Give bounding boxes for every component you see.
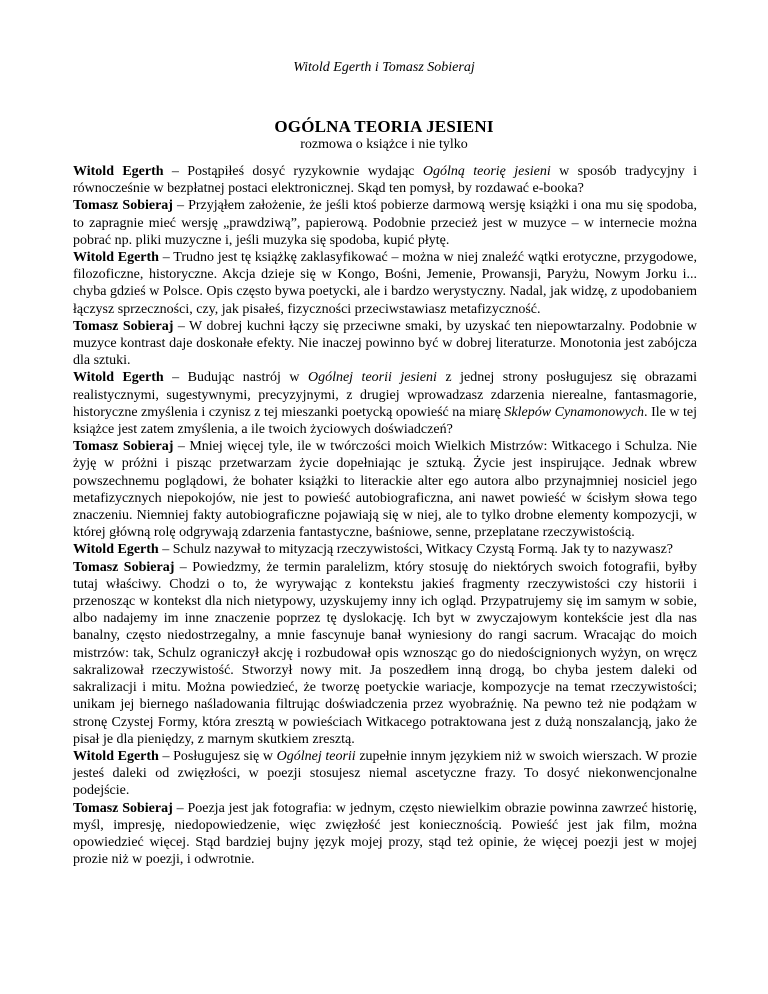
authors-line: Witold Egerth i Tomasz Sobieraj: [293, 60, 475, 75]
interview-paragraph: [73, 541, 697, 558]
speaker-name: Tomasz Sobieraj: [73, 318, 174, 334]
paragraph-text: . Ile w tej książce jest zatem zmyślenia, a ile twoich życiowych doświadczeń?: [73, 404, 697, 438]
interview-paragraph: [73, 163, 697, 197]
paragraph-text: – Przyjąłem założenie, że jeśli ktoś pobierze darmową wersję książki i ona mu się spodoba, to zapragnie mieć wersję „prawdziwą”, papierową. Podobnie przecież jest w muzyce – w internecie można pobrać np. pliki muzyczne i, jeśli muzyka się spodoba, kupić płytę.: [73, 198, 698, 248]
paragraph-text: zupełnie innym językiem niż w swoich wierszach. W prozie jesteś daleki od zwięzłości, w poezji stosujesz niemal ascetyczne frazy. To dosyć niekonwencjonalne podejście.: [73, 748, 697, 799]
paragraph-text: z jednej strony posługujesz się obrazami realistycznymi, sugestywnymi, precyzyjnymi, z drugiej wprowadzasz zdarzenia nierealne, fantasmagorie, historyczne zmyślenia i czynisz z tej mieszanki poetycką opowieść na miarę: [73, 370, 697, 420]
paragraph-text: – Budując nastrój w: [163, 370, 308, 386]
interview-paragraph: [73, 748, 697, 800]
interview-body: [73, 163, 697, 868]
paragraph-text: – Postąpiłeś dosyć ryzykownie wydając: [163, 164, 423, 179]
paragraph-text: w sposób tradycyjny i równocześnie w bezpłatnej postaci elektronicznej. Skąd ten pomysł, by rozdawać e-booka?: [73, 164, 697, 197]
paragraph-text: – Schulz nazywał to mityzacją rzeczywistości, Witkacy Czystą Formą. Jak ty to nazywasz?: [158, 542, 673, 558]
speaker-name: Witold Egerth: [73, 250, 159, 266]
interview-paragraph: [73, 197, 697, 249]
paragraph-text: – Mniej więcej tyle, ile w twórczości moich Wielkich Mistrzów: Witkacego i Schulza. Nie żyję w próżni i pisząc przetwarzam życie dopełniając je sztuką. Życie jest inspirujące. Jednak wbrew powszechnemu poglądowi, że bohater książki to literackie alter ego autora albo przynajmniej nosiciel jego metafizycznych niepokojów, nie jest to powieść autobiograficzna, ani nawet powieść w ścisłym słowa tego znaczeniu. Niemniej fakty autobiograficzne pojawiają się w niej, ale to tylko drobne elementy kompozycji, w której główną rolę odgrywają zdarzenia fantastyczne, baśniowe, senne, przeplatane rzeczywistością.: [73, 439, 697, 541]
speaker-name: Witold Egerth: [73, 370, 164, 386]
speaker-name: Witold Egerth: [73, 542, 159, 558]
book-title-italic: Ogólnej teorii jesieni: [307, 370, 437, 386]
paragraph-text: – Trudno jest tę książkę zaklasyfikować – można w niej znaleźć wątki erotyczne, przygodowe, filozoficzne, historyczne. Akcja dzieje się w Kongo, Bośni, Jemenie, Prowansji, Paryżu, Nowym Jorku i... chyba gdzieś w Polsce. Opis często bywa poetycki, ale i bardzo werystyczny. Nadal, jak widzę, z upodobaniem łączysz sprzeczności, czy, jak pisałeś, fizyczności przeciwstawiasz metafizyczność.: [73, 250, 697, 317]
book-title-italic: Ogólną teorię jesieni: [422, 164, 551, 179]
interview-paragraph: [73, 438, 697, 541]
speaker-name: Witold Egerth: [73, 164, 164, 179]
paragraph-text: – Poezja jest jak fotografia: w jednym, często niewielkim obrazie powinna zawrzeć historię, myśl, impresję, niedopowiedzenie, więc zwięzłość jest koniecznością. Powieść jest jak film, można opowiedzieć więcej. Stąd bardziej bujny język mojej prozy, stąd też opinie, że więcej poezji jest w mojej prozie niż w poezji, i odwrotnie.: [73, 800, 697, 868]
interview-paragraph: [73, 369, 697, 438]
speaker-name: Tomasz Sobieraj: [73, 198, 173, 214]
book-title-italic: Ogólnej teorii: [276, 748, 356, 764]
interview-paragraph: [73, 318, 697, 370]
document-subtitle: rozmowa o książce i nie tylko: [300, 137, 468, 152]
book-title-italic: Sklepów Cynamonowych: [504, 404, 645, 420]
speaker-name: Tomasz Sobieraj: [73, 439, 174, 455]
speaker-name: Tomasz Sobieraj: [73, 800, 173, 816]
speaker-name: Witold Egerth: [73, 748, 159, 764]
interview-paragraph: [73, 559, 697, 748]
paragraph-text: – W dobrej kuchni łączy się przeciwne smaki, by uzyskać ten niepowtarzalny. Podobnie w muzyce kontrast daje doskonałe efekty. Nie inaczej powinno być w dobrej literaturze. Monotonia jest zabójcza dla sztuki.: [73, 318, 697, 369]
paragraph-text: – Powiedzmy, że termin paralelizm, który stosuję do niektórych swoich fotografii, byłby tutaj właściwy. Chodzi o to, że wyrywając z kontekstu jakieś fragmenty rzeczywistości czy historii i przenosząc w kontekst dla nich nietypowy, uzyskujemy inny ich ogląd. Przypatrujemy się im samym w sobie, albo nadajemy im inne znaczenie poprzez tę dyslokację. Ich byt w zwyczajowym kontekście jest dla nas banalny, często niedostrzegalny, a mnie fascynuje banał wyniesiony do rangi sacrum. Wracając do moich mistrzów: tak, Schulz ograniczył akcję i rozbudował opis wznosząc go do niedoścignionych wyżyn, on wręcz sakralizował rzeczywistość. Stworzył nowy mit. Ja poszedłem inną drogą, bo chyba jestem daleki od sakralizacji i mitu. Można powiedzieć, że tworzę poetyckie wariacje, kompozycje na temat rzeczywistości; unikam jej biernego naśladowania filtrując doświadczenia przez wyobraźnię. Na pewno też nie podążam w stronę Czystej Formy, która zresztą w powieściach Witkacego potraktowana jest z dużą nonszalancją, jako że pisał je dla pieniędzy, z marnym skutkiem zresztą.: [73, 559, 697, 747]
speaker-name: Tomasz Sobieraj: [73, 559, 175, 575]
paragraph-text: – Posługujesz się w: [158, 748, 277, 764]
interview-paragraph: [73, 249, 697, 318]
interview-paragraph: [73, 800, 697, 869]
document-title: OGÓLNA TEORIA JESIENI: [274, 117, 494, 136]
